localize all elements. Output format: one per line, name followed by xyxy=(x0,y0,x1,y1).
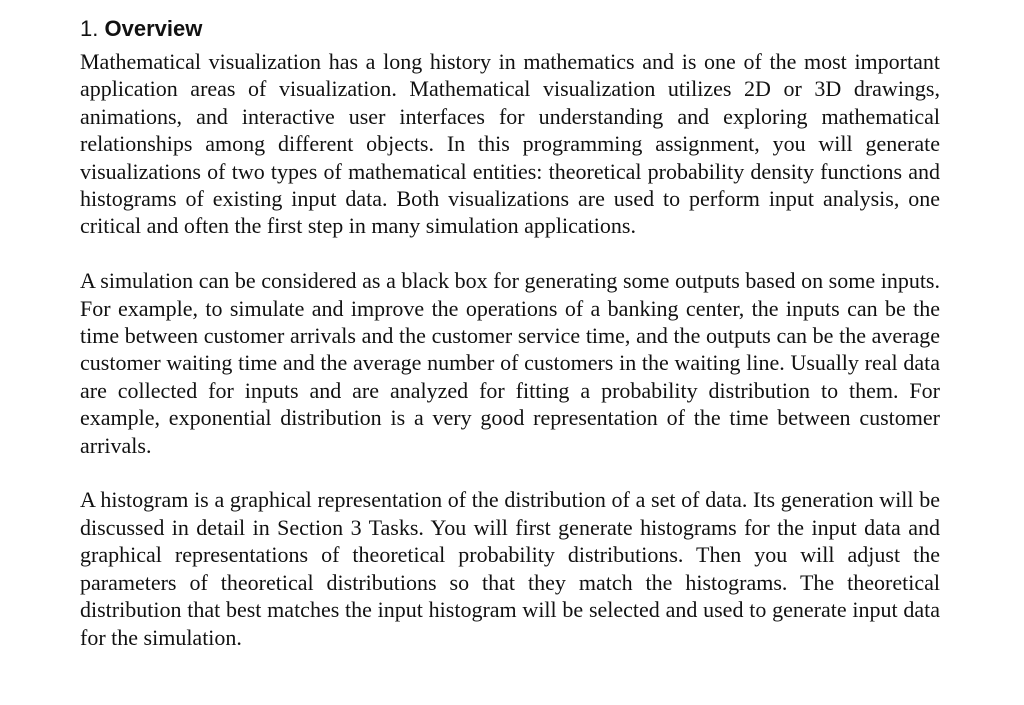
paragraph-overview-3: A histogram is a graphical representation of the distribution of a set of data. Its generation will be discussed in detail in Section 3 Tasks. You will first generate histograms for the input data and graphical representations of theoretical probability distributions. Then you will adjust the parameters of theoretical distributions so that they match the histograms. The theoretical distribution that best matches the input histogram will be selected and used to generate input data for the simulation. xyxy=(80,487,940,650)
section-heading xyxy=(80,14,940,44)
section-number: 1. xyxy=(80,16,99,41)
section-title: Overview xyxy=(104,16,203,41)
document-page xyxy=(80,14,940,651)
paragraph-overview-2: A simulation can be considered as a black box for generating some outputs based on some inputs. For example, to simulate and improve the operations of a banking center, the inputs can be the time between customer arrivals and the customer service time, and the outputs can be the average customer waiting time and the average number of customers in the waiting line. Usually real data are collected for inputs and are analyzed for fitting a probability distribution to them. For example, exponential distribution is a very good representation of the time between customer arrivals. xyxy=(80,268,940,458)
paragraph-overview-1: Mathematical visualization has a long history in mathematics and is one of the most important application areas of visualization. Mathematical visualization utilizes 2D or 3D drawings, animations, and interactive user interfaces for understanding and exploring mathematical relationships among different objects. In this programming assignment, you will generate visualizations of two types of mathematical entities: theoretical probability density functions and histograms of existing input data. Both visualizations are used to perform input analysis, one critical and often the first step in many simulation applications. xyxy=(80,49,940,239)
